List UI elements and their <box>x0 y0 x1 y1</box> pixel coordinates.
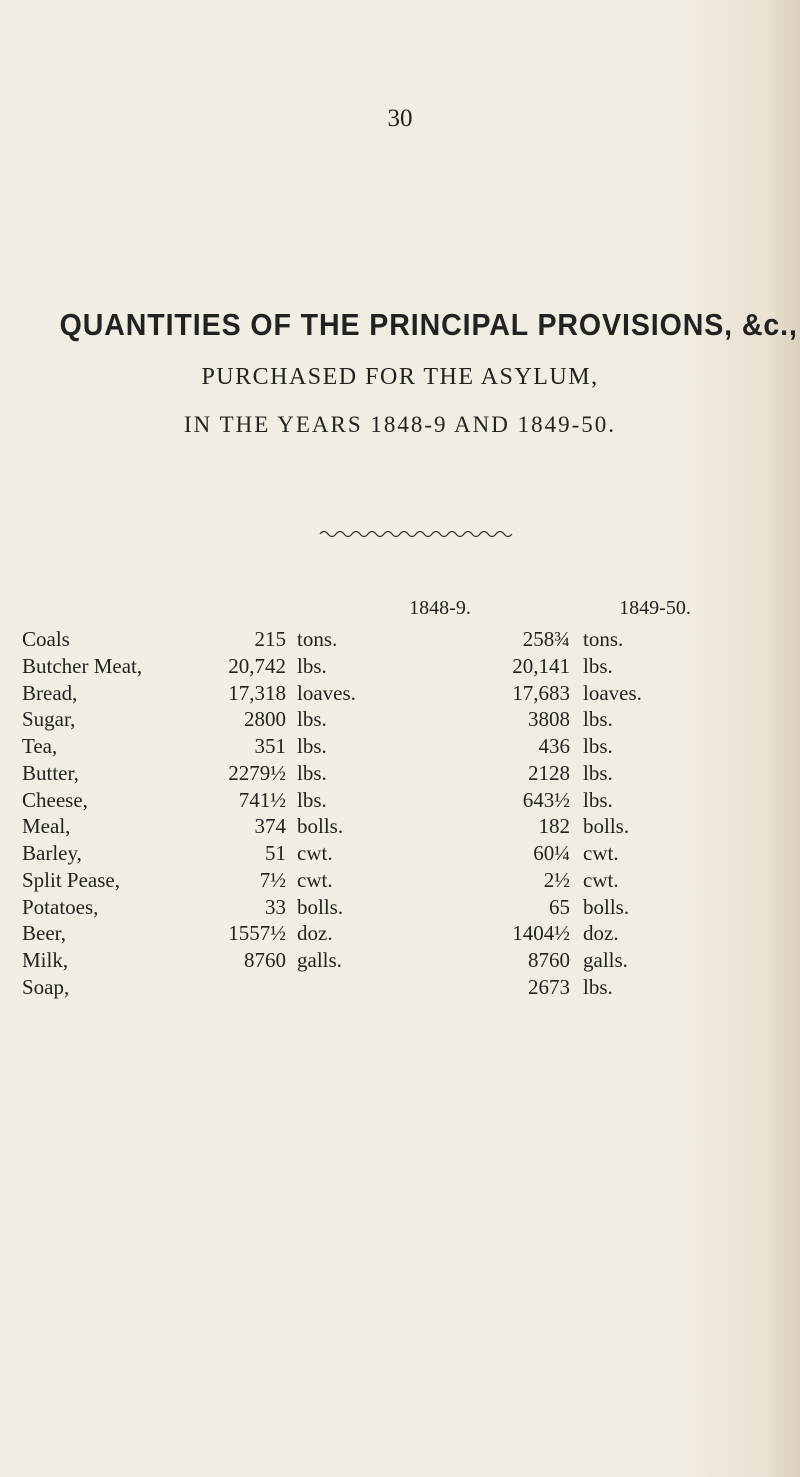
quantity-1849: 8760 <box>528 948 570 972</box>
unit-1849: bolls. <box>583 814 630 839</box>
item-name: Soap, <box>22 974 70 999</box>
table-row <box>0 681 800 708</box>
quantity-1848: 20,742 <box>228 653 286 678</box>
quantity-1849: 3808 <box>528 707 570 732</box>
table-row <box>0 814 800 841</box>
unit-1848: lbs. <box>297 707 327 732</box>
quantity-1849: 17,683 <box>512 680 570 705</box>
quantity-1849: 20,141 <box>512 653 570 678</box>
page-number: 30 <box>387 105 413 132</box>
quantity-1848: 8760 <box>244 948 286 972</box>
unit-1849: galls. <box>583 948 628 972</box>
item-name: Beer, <box>22 921 67 946</box>
item-name: Coals <box>22 627 70 651</box>
unit-1848: lbs. <box>297 787 327 812</box>
item-name: Sugar, <box>22 707 76 732</box>
quantity-1848: 215 <box>254 627 286 651</box>
unit-1849: cwt. <box>583 867 619 892</box>
table-row <box>0 948 800 975</box>
item-name: Butter, <box>22 760 79 785</box>
quantity-1849: 1404½ <box>512 921 570 946</box>
column-header-1848-9: 1848-9. <box>409 597 471 619</box>
table-row <box>0 788 800 815</box>
item-name: Split Pease, <box>22 867 120 892</box>
unit-1849: tons. <box>583 627 624 651</box>
quantity-1848: 374 <box>254 814 286 839</box>
item-name: Cheese, <box>22 787 88 812</box>
column-header-1849-50: 1849-50. <box>619 597 691 619</box>
unit-1849: lbs. <box>583 787 613 812</box>
item-name: Milk, <box>22 948 69 972</box>
years-line: IN THE YEARS 1848-9 AND 1849-50. <box>184 412 616 437</box>
table-row <box>0 707 800 734</box>
unit-1848: galls. <box>297 948 342 972</box>
unit-1849: doz. <box>583 921 619 946</box>
quantity-1848: 741½ <box>238 787 286 812</box>
quantity-1849: 2673 <box>528 974 570 999</box>
unit-1848: bolls. <box>297 894 344 919</box>
quantity-1848: 17,318 <box>228 680 286 705</box>
quantity-1849: 60¼ <box>533 841 570 865</box>
item-name: Potatoes, <box>22 894 99 919</box>
unit-1849: bolls. <box>583 894 630 919</box>
item-name: Bread, <box>22 680 78 705</box>
quantity-1849: 258¾ <box>522 627 570 651</box>
quantity-1848: 7½ <box>259 867 286 892</box>
table-row <box>0 654 800 681</box>
unit-1848: lbs. <box>297 653 327 678</box>
item-name: Tea, <box>22 734 58 758</box>
quantity-1848: 351 <box>254 734 286 758</box>
item-name: Barley, <box>22 841 82 865</box>
table-row <box>0 761 800 788</box>
quantity-1848: 2800 <box>244 707 286 732</box>
item-name: Butcher Meat, <box>22 653 143 678</box>
unit-1848: bolls. <box>297 814 344 839</box>
unit-1848: lbs. <box>297 760 327 785</box>
unit-1848: loaves. <box>297 680 356 705</box>
table-row <box>0 627 800 654</box>
quantity-1849: 2128 <box>528 760 570 785</box>
wavy-divider <box>318 527 514 541</box>
table-row <box>0 734 800 761</box>
page-subtitle: PURCHASED FOR THE ASYLUM, <box>201 364 599 390</box>
unit-1848: tons. <box>297 627 338 651</box>
quantity-1848: 33 <box>265 894 286 919</box>
quantity-1848: 1557½ <box>228 921 286 946</box>
unit-1849: loaves. <box>583 680 642 705</box>
quantity-1848: 2279½ <box>228 760 286 785</box>
unit-1848: cwt. <box>297 841 333 865</box>
table-row <box>0 868 800 895</box>
table-row <box>0 921 800 948</box>
quantity-1849: 436 <box>538 734 570 758</box>
unit-1849: lbs. <box>583 653 613 678</box>
page-title: QUANTITIES OF THE PRINCIPAL PROVISIONS, &c., <box>59 307 798 342</box>
unit-1849: lbs. <box>583 734 613 758</box>
unit-1849: lbs. <box>583 707 613 732</box>
table-row <box>0 895 800 922</box>
table-row <box>0 975 800 1002</box>
quantity-1849: 643½ <box>522 787 570 812</box>
unit-1848: lbs. <box>297 734 327 758</box>
quantity-1848: 51 <box>265 841 286 865</box>
unit-1848: doz. <box>297 921 333 946</box>
table-row <box>0 841 800 868</box>
quantity-1849: 182 <box>538 814 570 839</box>
provisions-table <box>0 627 800 1002</box>
unit-1848: cwt. <box>297 867 333 892</box>
unit-1849: lbs. <box>583 974 613 999</box>
item-name: Meal, <box>22 814 71 839</box>
quantity-1849: 65 <box>549 894 570 919</box>
unit-1849: lbs. <box>583 760 613 785</box>
quantity-1849: 2½ <box>543 867 570 892</box>
unit-1849: cwt. <box>583 841 619 865</box>
